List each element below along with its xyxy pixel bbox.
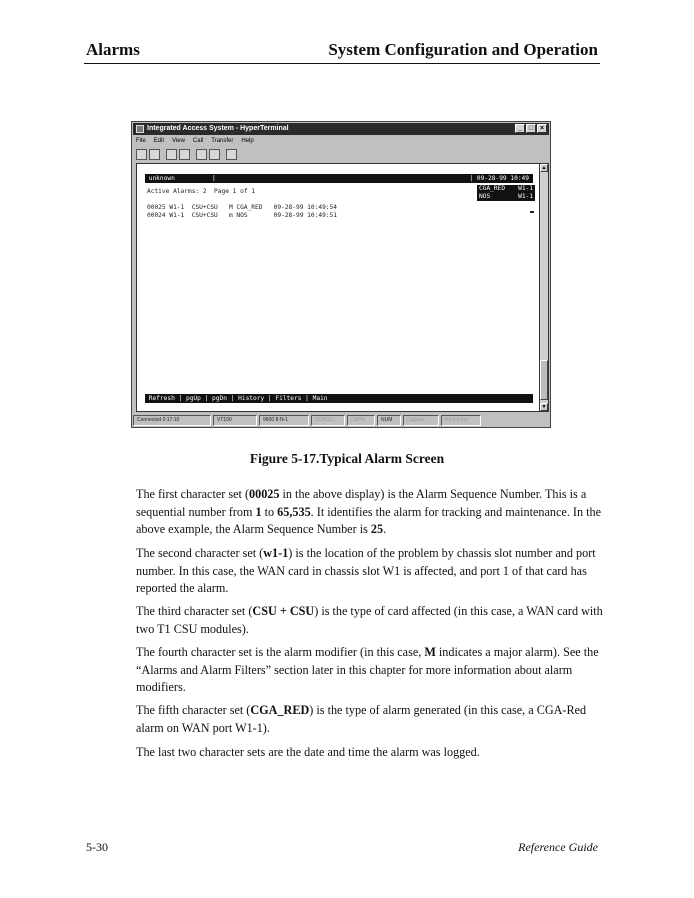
scroll-up-arrow-icon[interactable]: ▲ — [541, 165, 547, 171]
terminal-status-line — [145, 174, 533, 183]
hyperterminal-window — [131, 121, 551, 428]
text: in the above display) is the Alarm Sequence Number. This is a sequential number from — [136, 487, 587, 519]
header-rule — [84, 63, 600, 64]
text: The second character set ( — [136, 546, 264, 560]
text: ) is the location of the problem by chassis slot number and port number. In this case, the WAN card in chassis slot W1 is affected, and port 1 of that card has reported the alarm. — [136, 546, 596, 596]
alarm-indicator-name: CGA_RED — [479, 185, 506, 192]
send-icon[interactable] — [196, 149, 207, 160]
disconnect-icon[interactable] — [179, 149, 190, 160]
footer-title: Reference Guide — [518, 840, 598, 854]
menu-bar — [136, 136, 254, 146]
bold-text: 65,535 — [277, 504, 311, 519]
terminal-status-left: unknown | — [145, 175, 216, 182]
app-icon — [136, 125, 144, 133]
text: ) is the type of alarm generated (in this case, a CGA-Red alarm on WAN port W1-1). — [136, 703, 587, 735]
open-icon[interactable] — [149, 149, 160, 160]
status-scroll: SCROLL — [311, 415, 345, 426]
text: The last two character sets are the date and time the alarm was logged. — [136, 745, 480, 759]
menu-edit[interactable]: Edit — [153, 138, 165, 144]
bold-text: 1 — [255, 504, 262, 519]
paragraph-location — [136, 545, 606, 598]
scroll-thumb[interactable] — [540, 360, 548, 400]
properties-icon[interactable] — [226, 149, 237, 160]
text: . It identifies the alarm for tracking and maintenance. In the above example, the Alarm Sequence Number is — [136, 504, 602, 537]
text: The fifth character set ( — [136, 703, 251, 717]
alarm-indicator-2 — [477, 193, 535, 201]
status-settings: 9600 8-N-1 — [259, 415, 309, 426]
terminal-status-right: | 09-28-99 10:49 — [469, 175, 529, 182]
new-icon[interactable] — [136, 149, 147, 160]
status-bar — [133, 415, 549, 426]
text: to — [261, 504, 278, 519]
paragraph-modifier — [136, 644, 606, 697]
terminal-screen[interactable] — [136, 163, 540, 412]
connect-icon[interactable] — [166, 149, 177, 160]
status-print-echo: Print echo — [441, 415, 481, 426]
status-connected: Connected 0:17:10 — [133, 415, 211, 426]
figure-caption: Figure 5-17.Typical Alarm Screen — [249, 451, 445, 466]
maximize-button[interactable]: □ — [526, 124, 536, 133]
scroll-down-arrow-icon[interactable]: ▼ — [541, 404, 547, 410]
close-button[interactable]: × — [537, 124, 547, 133]
menu-file[interactable]: File — [136, 138, 146, 144]
alarm-row: 00025 W1-1 CSU+CSU M CGA_RED 09-28-99 10:49:54 — [147, 204, 337, 211]
text: . — [383, 522, 387, 537]
alarm-indicator-port: W1-1 — [518, 193, 533, 200]
alarm-indicator-port: W1-1 — [518, 185, 533, 192]
status-caps: CAPS — [347, 415, 375, 426]
status-capture: Capture — [403, 415, 439, 426]
paragraph-alarm-type — [136, 702, 606, 737]
paragraph-sequence-number — [136, 486, 606, 539]
text: The first character set ( — [136, 487, 250, 501]
text: The fourth character set is the alarm modifier (in this case, — [136, 645, 425, 659]
status-num: NUM — [377, 415, 401, 426]
menu-help[interactable]: Help — [241, 138, 254, 144]
title-bar — [133, 123, 549, 135]
bold-text: 00025 — [249, 487, 280, 501]
text: The third character set ( — [136, 604, 253, 618]
text: indicates a major alarm). See the “Alarms and Alarm Filters” section later in this chapter for more information about alarm modifiers. — [136, 645, 599, 695]
alarm-row: 00024 W1-1 CSU+CSU m NOS 09-28-99 10:49:51 — [147, 212, 337, 219]
alarm-indicator-name: NOS — [479, 193, 491, 200]
bold-text: CSU + CSU — [252, 604, 315, 618]
paragraph-date-time — [136, 744, 606, 762]
text: ) is the type of card affected (in this case, a WAN card with two T1 CSU modules). — [136, 604, 603, 636]
receive-icon[interactable] — [209, 149, 220, 160]
bold-text: w1-1 — [263, 546, 289, 560]
alarm-indicator-1 — [477, 185, 535, 193]
vertical-scrollbar[interactable] — [540, 163, 549, 412]
menu-view[interactable]: View — [172, 138, 185, 144]
command-bar[interactable]: Refresh | pgUp | pgDn | History | Filters | Main — [145, 394, 533, 403]
page-number: 5-30 — [86, 840, 108, 854]
window-title: Integrated Access System - HyperTerminal — [147, 125, 289, 132]
terminal-cursor — [530, 211, 534, 213]
bold-text: M — [424, 645, 436, 659]
page-header-left: Alarms — [86, 40, 140, 59]
menu-transfer[interactable]: Transfer — [211, 138, 234, 144]
page-header-right: System Configuration and Operation — [328, 40, 598, 59]
active-alarms-line: Active Alarms: 2 Page 1 of 1 — [147, 188, 256, 195]
status-emulation: VT100 — [213, 415, 257, 426]
minimize-button[interactable]: _ — [515, 124, 525, 133]
menu-call[interactable]: Call — [192, 138, 204, 144]
bold-text: 25 — [370, 522, 384, 537]
bold-text: CGA_RED — [250, 703, 310, 717]
toolbar — [136, 148, 237, 161]
paragraph-card-type — [136, 603, 606, 638]
